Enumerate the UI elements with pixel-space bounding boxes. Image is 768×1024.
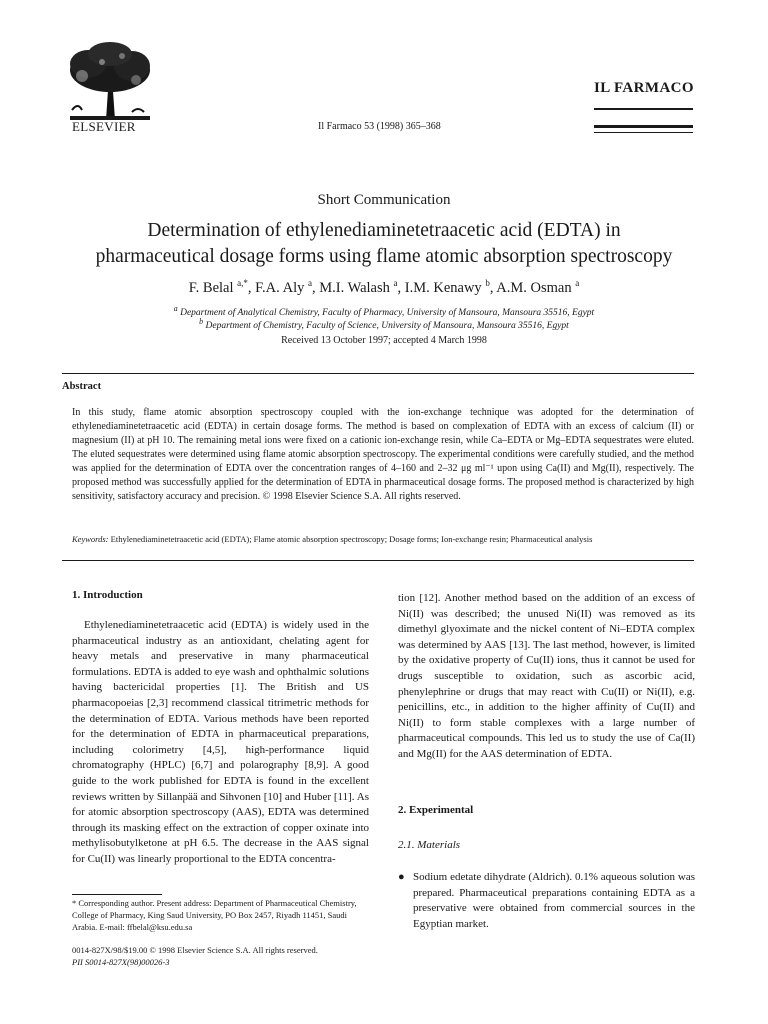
introduction-continued-text: tion [12]. Another method based on the addition of an excess of Ni(II) was described; the unused Ni(II) was removed as its dimethyl glyoximate and the nickel content of Ni–EDTA complex was determined by AAS [13]. The last method, however, is limited by the oxidative property of Cu(II) ions, thus it cannot be used for drugs susceptible to oxidation, such as ascorbic acid, phenylephrine or drugs that may react with Cu(II) or Ni(II), e.g. penicillins, etc., in addition to the higher affinity of Cu(II) and Ni(II) to form stable complexes with a large number of pharmaceutical compounds. This led us to study the use of Ca(II) and Mg(II) for the AAS determination of EDTA. [398,592,695,760]
received-dates: Received 13 October 1997; accepted 4 March 1998 [281,335,487,346]
keywords [72,534,694,544]
header-rule [594,108,693,110]
publisher-name: ELSEVIER [72,119,136,134]
header-rule [594,125,693,128]
footnote-divider [72,894,162,895]
section-heading-introduction: 1. Introduction [72,589,143,601]
journal-reference: Il Farmaco 53 (1998) 365–368 [318,121,441,132]
journal-name: IL FARMACO [594,80,694,96]
abstract-heading: Abstract [62,381,102,392]
section-heading-experimental: 2. Experimental [398,804,474,816]
title-line: pharmaceutical dosage forms using flame atomic absorption spectroscopy [95,246,673,267]
affiliation-mark: a [173,304,178,313]
copyright-block [72,944,382,968]
author-affiliation-mark: a [575,278,580,288]
title-line: Determination of ethylenediaminetetraacetic acid (EDTA) in [147,220,621,241]
author-name: A.M. Osman [496,279,572,296]
affiliation-text: Department of Analytical Chemistry, Faculty of Pharmacy, University of Mansoura, Mansoura 35516, Egypt [180,308,595,319]
affiliation-mark: b [199,317,204,326]
author-affiliation-mark: a,* [237,278,248,288]
author-name: F.A. Aly [255,279,305,296]
affiliation-text: Department of Chemistry, Faculty of Science, University of Mansoura, Mansoura 35516, Egypt [205,321,569,332]
author-name: I.M. Kenawy [404,279,482,296]
issn-line: 0014-827X/98/$19.00 © 1998 Elsevier Science S.A. All rights reserved. [72,945,318,955]
elsevier-tree-logo [62,40,158,122]
keywords-list: Ethylenediaminetetraacetic acid (EDTA); Flame atomic absorption spectroscopy; Dosage forms; Ion-exchange resin; Pharmaceutical analysis [110,534,593,544]
pii-line: PII S0014-827X(98)00026-3 [72,957,170,967]
keywords-label: Keywords: [72,534,109,544]
abstract-divider [62,373,694,374]
author-name: M.I. Walash [319,279,390,296]
bullet-icon: ● [398,871,405,883]
affiliation [0,315,768,333]
author-name: F. Belal [188,279,234,296]
author-affiliation-mark: b [485,278,490,288]
materials-item-text: Sodium edetate dihydrate (Aldrich). 0.1% aqueous solution was prepared. Pharmaceutical preparations containing EDTA as a preservative were obtained from commercial sources in the Egyptian market. [413,871,695,930]
abstract-text: In this study, flame atomic absorption spectroscopy coupled with the ion-exchange technique was adopted for the determination of ethylenediaminetetraacetic acid (EDTA) in certain dosage forms. The method is based on complexation of EDTA with an excess of calcium (II) or magnesium (II) at pH 10. The remaining metal ions were fixed on a cationic ion-exchange resin, while Ca–EDTA or Mg–EDTA sequestrates were eluted. The eluted sequestrates were determined using flame atomic absorption spectroscopy. The experimental conditions were carefully studied, and the method was applied for the determination of EDTA over the concentration ranges of 4–160 and 2–32 μg ml⁻¹ upon using Ca(II) and Mg(II), respectively. The proposed method was successfully applied for the determination of EDTA in pharmaceutical dosage forms. The proposed method is characterized by high sensitivity, satisfactory accuracy and precision. © 1998 Elsevier Science S.A. All rights reserved. [72,407,694,502]
author-affiliation-mark: a [393,278,398,288]
abstract-divider [62,560,694,561]
introduction-text: Ethylenediaminetetraacetic acid (EDTA) is widely used in the pharmaceutical industry as an antioxidant, chelating agent for heavy metals and preservative in many pharmaceutical formulations. EDTA is added to eye wash and ophthalmic solutions having bactericidal properties [1]. The British and US pharmacopoeias [2,3] recommend classical titrimetric methods for the determination of EDTA. Various methods have been reported for the determination of EDTA in pharmaceutical preparations, including colorimetry [4,5], high-performance liquid chromatography (HPLC) [6,7] and polarography [8,9]. A good guide to the work published for EDTA is found in the excellent reviews written by Sillanpää and Sihvonen [10] and Huber [11]. As for atomic absorption spectroscopy (AAS), EDTA was determined through its masking effect on the extraction of copper oxinate into methylisobutylketone at pH 6.5. The decrease in the AAS signal for Cu(II) was linearly proportional to the EDTA concentra- [72,619,369,865]
corresponding-author-footnote: * Corresponding author. Present address: Department of Pharmaceutical Chemistry, College of Pharmacy, King Saud University, PO Box 2457, Riyadh 11451, Saudi Arabia. E-mail: ffbelal@ksu.edu.sa [72,898,357,932]
article-title [0,218,768,270]
author-list: F. Belal $^{a,*}$, F.A. Aly $^a$, M.I. Walash $^a$, I.M. Kenawy $^b$, A.M. Osman $^a$ [188,278,580,296]
author-affiliation-mark: a [307,278,312,288]
subsection-heading-materials: 2.1. Materials [398,839,461,851]
section-type: Short Communication [317,192,451,208]
header-rule [594,132,693,133]
